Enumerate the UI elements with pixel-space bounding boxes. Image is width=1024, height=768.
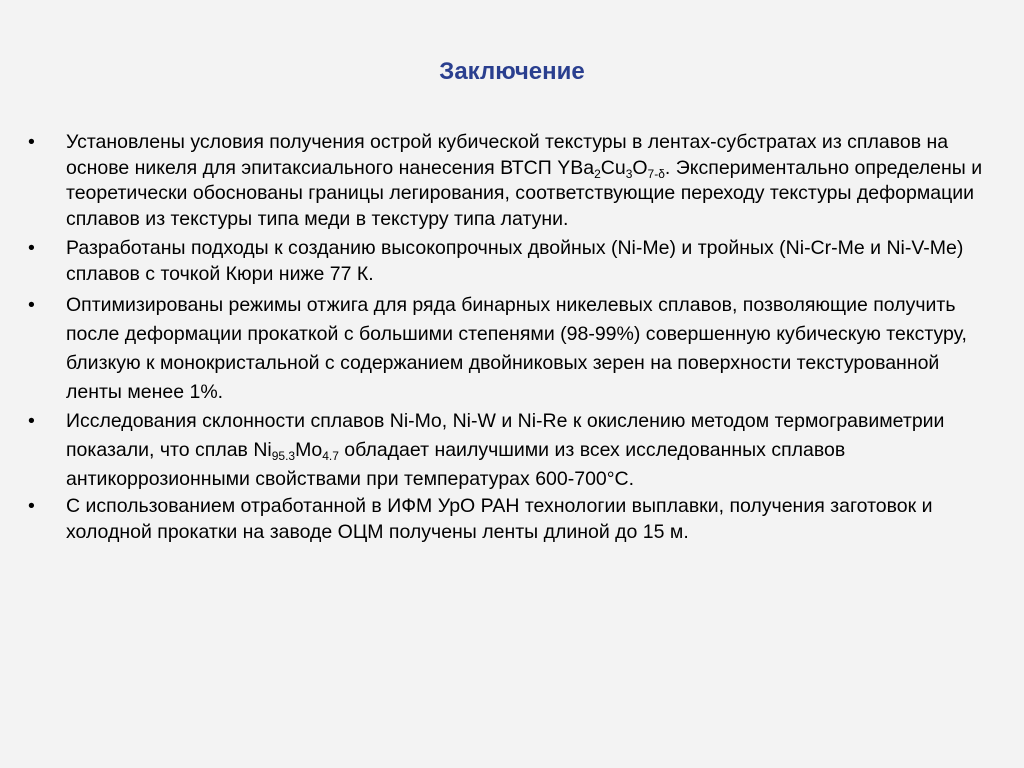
bullet-marker: • bbox=[28, 495, 35, 517]
bullet-text: С использованием отработанной в ИФМ УрО РАН технологии выплавки, получения заготовок и холодной прокатки на заводе ОЦМ получены ленты длиной до 15 м. bbox=[66, 495, 933, 543]
bullet-text: Cu bbox=[600, 156, 626, 179]
bullet-text: Оптимизированы режимы отжига для ряда бинарных никелевых сплавов, позволяющие получить после деформации прокаткой с большими степенями (98-99%) совершенную кубическую текстуру, близкую к монокристальной с содержанием двойниковых зерен на поверхности текстурованной ленты менее 1%. bbox=[66, 294, 967, 403]
bullet-marker: • bbox=[28, 294, 35, 316]
bullet-text: Установлены условия получения острой кубической текстуры в лентах-субстратах из сплавов на основе никеля для эпитаксиального нанесения ВТСП YBa bbox=[66, 131, 949, 179]
bullet-text: Mo bbox=[295, 439, 323, 461]
slide-title: Заключение bbox=[439, 58, 585, 85]
subscript: 7-δ bbox=[647, 166, 665, 181]
bullet-text: . Экспериментально определены и теоретически обоснованы границы легирования, соответствующие переходу текстуры деформации сплавов из текстуры типа меди в текстуру типа латуни. bbox=[66, 156, 983, 230]
bullet-item-texture-conditions bbox=[0, 130, 1024, 232]
conclusion-bullet-list bbox=[0, 130, 1024, 549]
bullet-item-production-technology bbox=[0, 494, 1024, 545]
bullet-item-oxidation-study bbox=[0, 407, 1024, 494]
bullet-text: Разработаны подходы к созданию высокопрочных двойных (Ni-Me) и тройных (Ni-Cr-Me и Ni-V-Me) сплавов с точкой Кюри ниже 77 К. bbox=[66, 237, 964, 285]
subscript: 95.3 bbox=[271, 449, 296, 463]
subscript: 2 bbox=[594, 166, 601, 181]
bullet-item-high-strength-alloys bbox=[0, 236, 1024, 287]
bullet-marker: • bbox=[28, 237, 35, 259]
bullet-text: O bbox=[632, 156, 648, 179]
bullet-item-annealing-modes bbox=[0, 291, 1024, 407]
bullet-marker: • bbox=[28, 131, 35, 153]
bullet-text: обладает наилучшими из всех исследованных сплавов антикоррозионными свойствами при температурах 600-700°С. bbox=[66, 439, 846, 490]
subscript: 4.7 bbox=[322, 449, 339, 463]
bullet-marker: • bbox=[28, 410, 35, 432]
bullet-text: Исследования склонности сплавов Ni-Mo, Ni-W и Ni-Re к окислению методом термогравиметрии показали, что сплав Ni bbox=[66, 410, 945, 461]
subscript: 3 bbox=[625, 166, 633, 181]
